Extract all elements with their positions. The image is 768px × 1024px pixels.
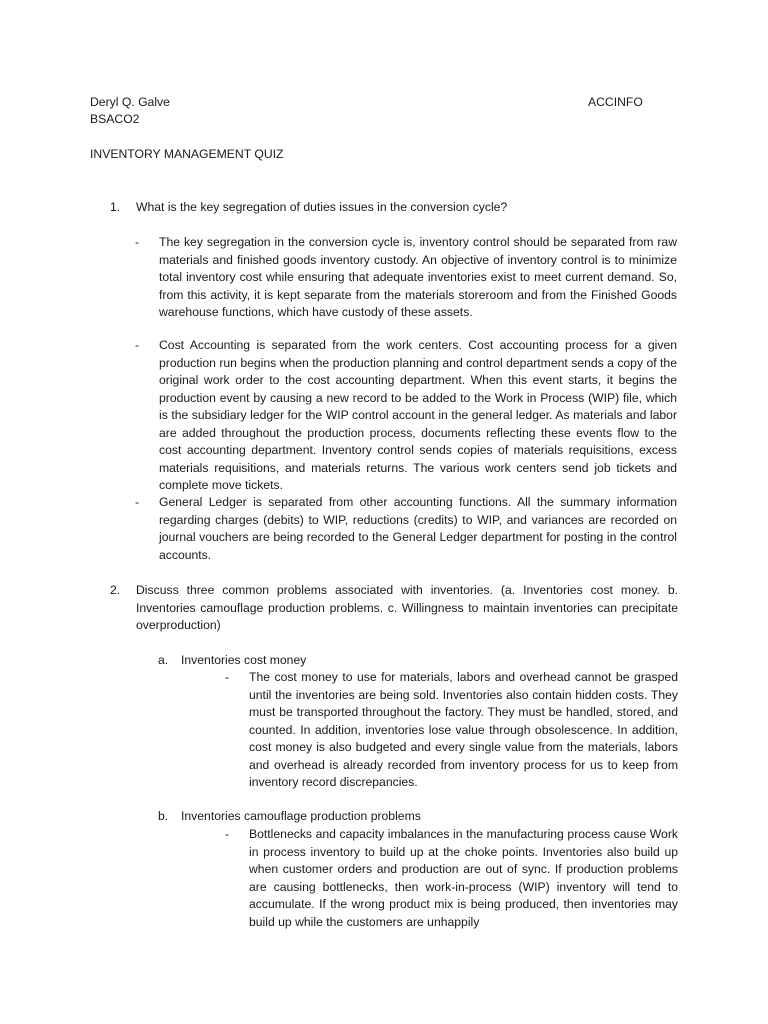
question-1 [110, 199, 680, 217]
bullet-dash: - [135, 495, 140, 509]
q2-part-b-heading [158, 808, 421, 826]
part-letter: a. [158, 653, 169, 667]
question-text: What is the key segregation of duties issues in the conversion cycle? [136, 200, 508, 214]
part-title: Inventories camouflage production problems [181, 809, 421, 823]
bullet-dash: - [225, 670, 230, 684]
bullet-dash: - [135, 338, 140, 352]
bullet-text: The cost money to use for materials, labors and overhead cannot be grasped until the inventories are being sold. Inventories also contain hidden costs. They must be transported throughout the factory. They must be handled, stored, and counted. In addition, inventories lose value through obsolescence. In addition, cost money is also budgeted and every single value from the materials, labors and overhead is already recorded from inventory process for us to keep from inventory record discrepancies. [249, 670, 678, 789]
question-number: 2. [110, 583, 121, 597]
student-name: Deryl Q. Galve [90, 95, 170, 109]
q1-bullet-1 [135, 234, 677, 322]
q2-part-b-bullet [225, 826, 678, 931]
bullet-dash: - [225, 827, 230, 841]
part-title: Inventories cost money [181, 653, 307, 667]
quiz-title: INVENTORY MANAGEMENT QUIZ [90, 147, 284, 161]
part-letter: b. [158, 809, 169, 823]
question-text: Discuss three common problems associated with inventories. (a. Inventories cost money. b. Inventories camouflage production problems. c. Willingness to maintain inventories can precipitate overproduction) [136, 583, 678, 632]
q1-bullet-2 [135, 337, 677, 495]
question-number: 1. [110, 200, 121, 214]
bullet-text: The key segregation in the conversion cycle is, inventory control should be separated from raw materials and finished goods inventory custody. An objective of inventory control is to minimize total inventory cost while ensuring that adequate inventories exist to meet current demand. So, from this activity, it is kept separate from the materials storeroom and from the Finished Goods warehouse functions, which have custody of these assets. [159, 235, 677, 319]
subject-code: ACCINFO [588, 95, 643, 109]
bullet-text: Cost Accounting is separated from the work centers. Cost accounting process for a given production run begins when the production planning and control department sends a copy of the original work order to the cost accounting department. When this event starts, it begins the production event by causing a new record to be added to the Work in Process (WIP) file, which is the subsidiary ledger for the WIP control account in the general ledger. As materials and labor are added throughout the production process, documents reflecting these events flow to the cost accounting department. Inventory control sends copies of materials requisitions, excess materials requisitions, and materials returns. The various work centers send job tickets and complete move tickets. [159, 338, 677, 492]
section-code: BSACO2 [90, 112, 140, 126]
question-2 [110, 582, 678, 635]
bullet-text: Bottlenecks and capacity imbalances in the manufacturing process cause Work in process inventory to build up at the choke points. Inventories also build up when customer orders and production are out of sync. If production problems are causing bottlenecks, then work-in-process (WIP) inventory will tend to accumulate. If the wrong product mix is being produced, then inventories may build up while the customers are unhappily [249, 827, 678, 929]
bullet-text: General Ledger is separated from other accounting functions. All the summary information regarding charges (debits) to WIP, reductions (credits) to WIP, and variances are recorded on journal vouchers are being recorded to the General Ledger department for posting in the control accounts. [159, 495, 677, 562]
bullet-dash: - [135, 235, 140, 249]
q2-part-a-bullet [225, 669, 678, 792]
q2-part-a-heading [158, 652, 306, 670]
q1-bullet-3 [135, 494, 677, 564]
